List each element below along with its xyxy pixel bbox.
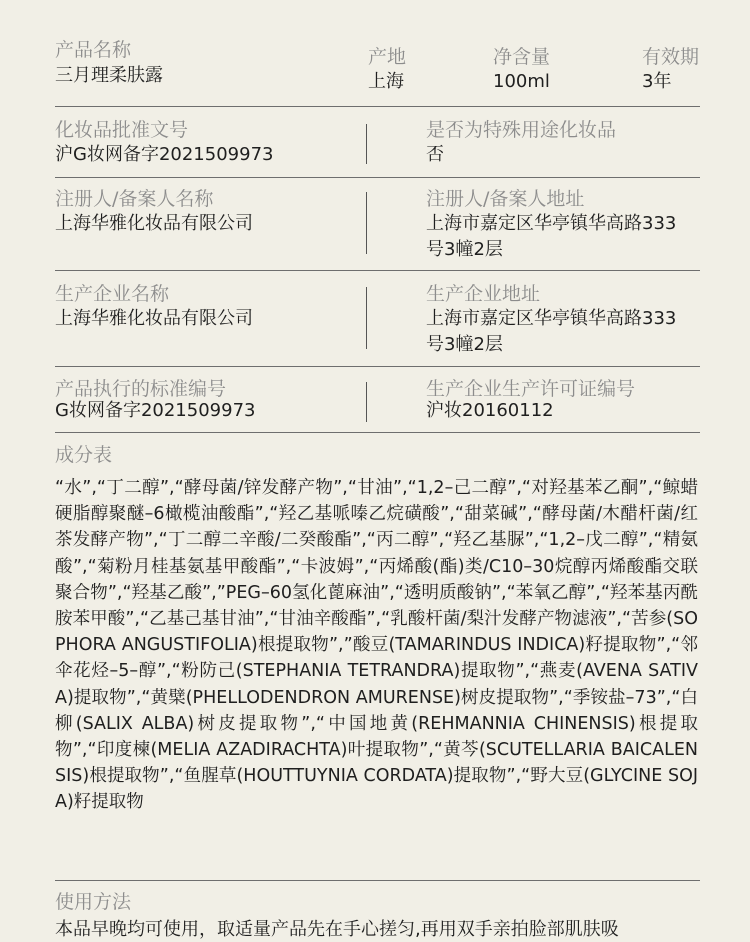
ingredients-text: “水”,“丁二醇”,“酵母菌/锌发酵产物”,“甘油”,“1,2–己二醇”,“对羟基苯乙酮”,“鲸蜡硬脂醇聚醚–6橄榄油酸酯”,“羟乙基哌嗪乙烷磺酸”,“甜菜碱”,“酵母菌/木醋杆菌/红茶发酵产物”,“丁二醇二辛酸/二癸酸酯”,“丙二醇”,“羟乙基脲”,“1,2–戊二醇”,“精氨酸”,“菊粉月桂基氨基甲酸酯”,“卡波姆”,“丙烯酸(酯)类/C10–30烷醇丙烯酸酯交联聚合物”,“羟基乙酸”,”PEG–60氢化蓖麻油”,“透明质酸钠”,“苯氧乙醇”,“羟苯基丙酰胺苯甲酸”,“乙基己基甘油”,“甘油辛酸酯”,“乳酸杆菌/梨汁发酵产物滤液”,“苦参(SOPHORA ANGUSTIFOLIA)根提取物”,”酸豆(TAMARINDUS INDICA)籽提取物”,“邻伞花烃–5–醇”,“粉防己(STEPHANIA TETRANDRA)提取物”,“燕麦(AVENA SATIVA)提取物”,“黄檗(PHELLODENDRON AMURENSE)树皮提取物”,“季铵盐–73”,“白柳(SALIX ALBA)树皮提取物”,“中国地黄(REHMANNIA CHINENSIS)根提取物”,“印度楝(MELIA AZADIRACHTA)叶提取物”,“黄芩(SCUTELLARIA BAICALENSIS)根提取物”,“鱼腥草(HOUTTUYNIA CORDATA)提取物”,“野大豆(GLYCINE SOJA)籽提取物 [55,478,698,813]
divider [55,432,700,433]
shelf-life-label: 有效期 [642,46,700,68]
special-use-label: 是否为特殊用途化妆品 [426,119,617,141]
license-no-value: 沪妆20160112 [426,400,554,421]
column-divider [366,287,367,349]
manufacturer-name-value: 上海华雅化妆品有限公司 [55,308,253,329]
divider [55,177,700,178]
usage-text: 本品早晚均可使用，取适量产品先在手心搓匀,再用双手亲拍脸部肌肤吸 [55,919,619,940]
origin-value: 上海 [368,71,404,92]
divider [55,106,700,107]
column-divider [366,382,367,422]
registrant-address-label: 注册人/备案人地址 [426,188,585,210]
approval-no-value: 沪G妆网备字2021509973 [55,144,274,165]
standard-no-value: G妆网备字2021509973 [55,400,256,421]
registrant-name-label: 注册人/备案人名称 [55,188,214,210]
divider [55,880,700,881]
registrant-address-line2: 号3幢2层 [426,239,503,260]
ingredients-label: 成分表 [55,444,113,466]
usage-label: 使用方法 [55,891,132,913]
special-use-value: 否 [426,144,444,165]
registrant-address-line1: 上海市嘉定区华亭镇华高路333 [426,213,677,234]
divider [55,366,700,367]
license-no-label: 生产企业生产许可证编号 [426,378,636,400]
manufacturer-address-line1: 上海市嘉定区华亭镇华高路333 [426,308,677,329]
registrant-name-value: 上海华雅化妆品有限公司 [55,213,253,234]
standard-no-label: 产品执行的标准编号 [55,378,227,400]
manufacturer-address-label: 生产企业地址 [426,283,541,305]
divider [55,270,700,271]
product-name-label: 产品名称 [55,39,132,61]
origin-label: 产地 [368,46,407,68]
manufacturer-address-line2: 号3幢2层 [426,334,503,355]
column-divider [366,124,367,164]
approval-no-label: 化妆品批准文号 [55,119,189,141]
net-content-label: 净含量 [493,46,551,68]
net-content-value: 100ml [493,71,550,92]
column-divider [366,192,367,254]
shelf-life-value: 3年 [642,71,672,92]
manufacturer-name-label: 生产企业名称 [55,283,170,305]
product-name-value: 三月理柔肤露 [55,65,163,86]
